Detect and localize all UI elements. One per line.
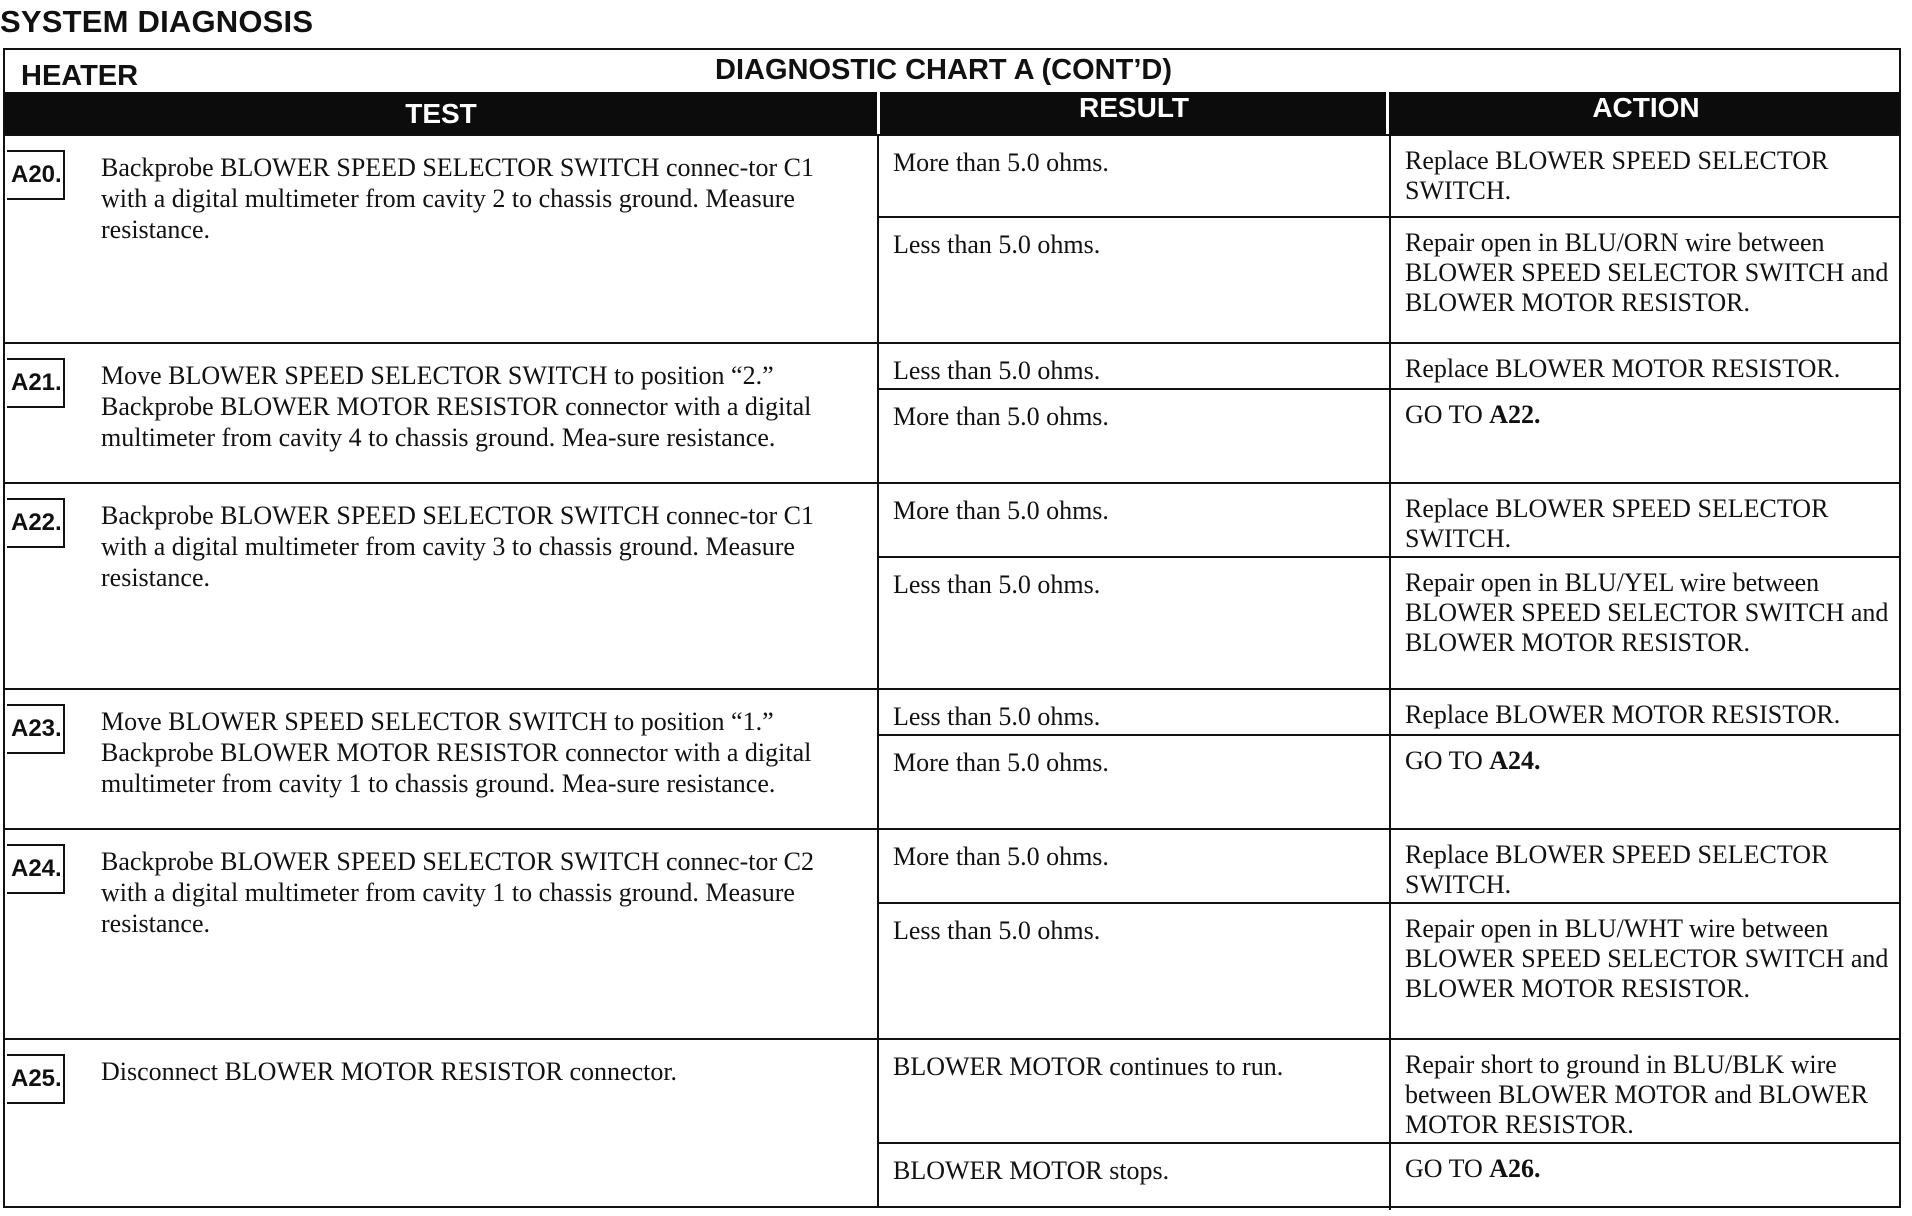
column-header-result: RESULT [1079,92,1189,123]
result-text: More than 5.0 ohms. [893,496,1109,525]
action-text: Replace BLOWER MOTOR RESISTOR. [1405,354,1841,383]
result-action-rows [879,830,1899,1040]
column-header-action: ACTION [1592,92,1700,123]
result-row [879,556,1899,692]
column-headers [5,92,1899,135]
goto-step-reference: A22. [1489,400,1541,429]
result-row [879,690,1899,734]
result-row [879,734,1899,832]
result-action-rows [879,344,1899,484]
column-header-test: TEST [405,98,477,129]
action-text: Replace BLOWER SPEED SELECTOR SWITCH. [1405,494,1829,553]
chart-title: DIAGNOSTIC CHART A (CONT’D) [715,54,1172,86]
result-text: More than 5.0 ohms. [893,748,1109,777]
action-cell [1389,344,1899,388]
action-cell [1389,390,1899,486]
result-text: Less than 5.0 ohms. [893,916,1101,945]
action-text: Repair open in BLU/YEL wire between BLOWER SPEED SELECTOR SWITCH and BLOWER MOTOR RESISTOR. [1405,568,1889,657]
step-id: A25. [7,1054,65,1104]
test-cell [5,690,879,830]
result-row [879,1040,1899,1142]
result-text: BLOWER MOTOR continues to run. [893,1052,1284,1081]
result-action-rows [879,690,1899,830]
action-text: Replace BLOWER SPEED SELECTOR SWITCH. [1405,146,1829,205]
result-row [879,902,1899,1042]
section-name: HEATER [21,60,139,92]
goto-step-reference: A24. [1489,746,1541,775]
result-text: Less than 5.0 ohms. [893,356,1101,385]
result-action-rows [879,484,1899,690]
result-row [879,136,1899,216]
result-row [879,388,1899,486]
test-text: Move BLOWER SPEED SELECTOR SWITCH to position “1.” Backprobe BLOWER MOTOR RESISTOR connector with a digital multimeter from cavity 1 to chassis ground. Mea-sure resistance. [101,707,812,798]
test-text: Backprobe BLOWER SPEED SELECTOR SWITCH connec-tor C1 with a digital multimeter from cavity 2 to chassis ground. Measure resistance. [101,153,814,244]
result-row [879,344,1899,388]
action-text [1405,400,1895,430]
action-cell [1389,690,1899,734]
diagnostic-chart [3,48,1901,1208]
result-text: Less than 5.0 ohms. [893,570,1101,599]
diagnostic-step [5,482,1899,690]
test-cell [5,344,879,484]
step-id: A24. [7,844,65,894]
action-cell [1389,1040,1899,1142]
action-text: Repair open in BLU/WHT wire between BLOWER SPEED SELECTOR SWITCH and BLOWER MOTOR RESISTOR. [1405,914,1889,1003]
action-cell [1389,558,1899,692]
test-text: Backprobe BLOWER SPEED SELECTOR SWITCH connec-tor C1 with a digital multimeter from cavity 3 to chassis ground. Measure resistance. [101,501,814,592]
action-cell [1389,218,1899,346]
action-text [1405,746,1895,776]
header-divider [877,92,880,135]
action-prefix: GO TO [1405,400,1490,429]
result-text: More than 5.0 ohms. [893,842,1109,871]
test-text: Backprobe BLOWER SPEED SELECTOR SWITCH connec-tor C2 with a digital multimeter from cavity 1 to chassis ground. Measure resistance. [101,847,814,938]
test-cell [5,1040,879,1208]
result-action-rows [879,1040,1899,1208]
action-cell [1389,736,1899,832]
result-text: BLOWER MOTOR stops. [893,1156,1170,1185]
result-text: Less than 5.0 ohms. [893,230,1101,259]
test-cell [5,484,879,690]
diagnostic-step [5,1038,1899,1208]
diagnostic-step [5,688,1899,830]
test-text: Disconnect BLOWER MOTOR RESISTOR connector. [101,1057,678,1086]
action-prefix: GO TO [1405,746,1490,775]
action-text [1405,1154,1895,1184]
result-text: Less than 5.0 ohms. [893,702,1101,731]
result-row [879,484,1899,556]
result-row [879,216,1899,346]
result-text: More than 5.0 ohms. [893,402,1109,431]
result-row [879,1142,1899,1210]
action-text: Replace BLOWER MOTOR RESISTOR. [1405,700,1841,729]
action-text: Repair short to ground in BLU/BLK wire between BLOWER MOTOR and BLOWER MOTOR RESISTOR. [1405,1050,1869,1139]
action-cell [1389,904,1899,1042]
diagnostic-step [5,828,1899,1040]
step-id: A20. [7,150,65,200]
result-text: More than 5.0 ohms. [893,148,1109,177]
test-text: Move BLOWER SPEED SELECTOR SWITCH to position “2.” Backprobe BLOWER MOTOR RESISTOR connector with a digital multimeter from cavity 4 to chassis ground. Mea-sure resistance. [101,361,812,452]
result-action-rows [879,136,1899,344]
step-id: A23. [7,704,65,754]
result-row [879,830,1899,902]
diagnostic-step [5,342,1899,484]
step-id: A21. [7,358,65,408]
test-cell [5,136,879,344]
step-id: A22. [7,498,65,548]
action-prefix: GO TO [1405,1154,1490,1183]
action-text: Replace BLOWER SPEED SELECTOR SWITCH. [1405,840,1829,899]
action-cell [1389,1144,1899,1210]
test-cell [5,830,879,1040]
action-cell [1389,830,1899,902]
goto-step-reference: A26. [1489,1154,1541,1183]
action-cell [1389,136,1899,216]
action-cell [1389,484,1899,556]
page-header: SYSTEM DIAGNOSIS [0,4,314,39]
diagnostic-step [5,134,1899,344]
action-text: Repair open in BLU/ORN wire between BLOWER SPEED SELECTOR SWITCH and BLOWER MOTOR RESISTOR. [1405,228,1889,317]
